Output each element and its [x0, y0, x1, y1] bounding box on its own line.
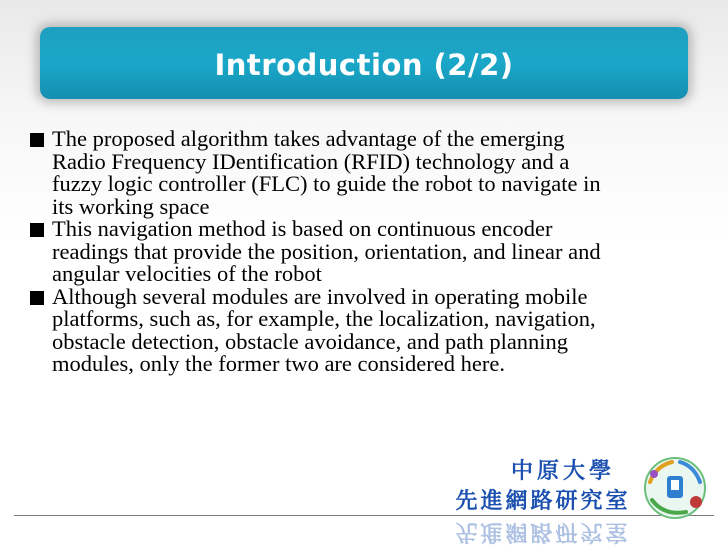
bullet-line: This navigation method is based on continuous encoder: [52, 216, 553, 241]
bullet-line: Although several modules are involved in operating mobile: [52, 283, 588, 309]
bullet-line: its working space: [52, 193, 210, 219]
bullet-line: platforms, such as, for example, the localization, navigation,: [52, 306, 596, 331]
square-bullet-icon: [30, 133, 44, 147]
slide-title: Introduction (2/2): [214, 48, 514, 82]
lab-name: 先進網路研究室: [455, 489, 631, 514]
bullet-line: angular velocities of the robot: [52, 261, 322, 286]
lab-logo-text: [448, 457, 638, 517]
bullet-line: Radio Frequency IDentification (RFID) technology and a: [52, 148, 570, 174]
bullet-item: [30, 218, 700, 286]
university-name: 中原大學: [510, 459, 615, 484]
bullet-line: modules, only the former two are considered here.: [52, 351, 505, 376]
bullet-list: [30, 128, 700, 376]
bullet-item: [30, 128, 700, 218]
bullet-line: The proposed algorithm takes advantage of the emerging: [52, 126, 565, 151]
lab-emblem-icon: [636, 452, 714, 522]
square-bullet-icon: [30, 223, 44, 237]
bullet-line: obstacle detection, obstacle avoidance, and path planning: [52, 328, 569, 354]
bullet-line: fuzzy logic controller (FLC) to guide the robot to navigate in: [52, 171, 601, 196]
bullet-item: [30, 283, 700, 376]
lab-name-reflection: 先進網路研究室: [455, 519, 631, 544]
bullet-line: readings that provide the position, orientation, and linear and: [52, 238, 601, 264]
square-bullet-icon: [30, 291, 44, 305]
